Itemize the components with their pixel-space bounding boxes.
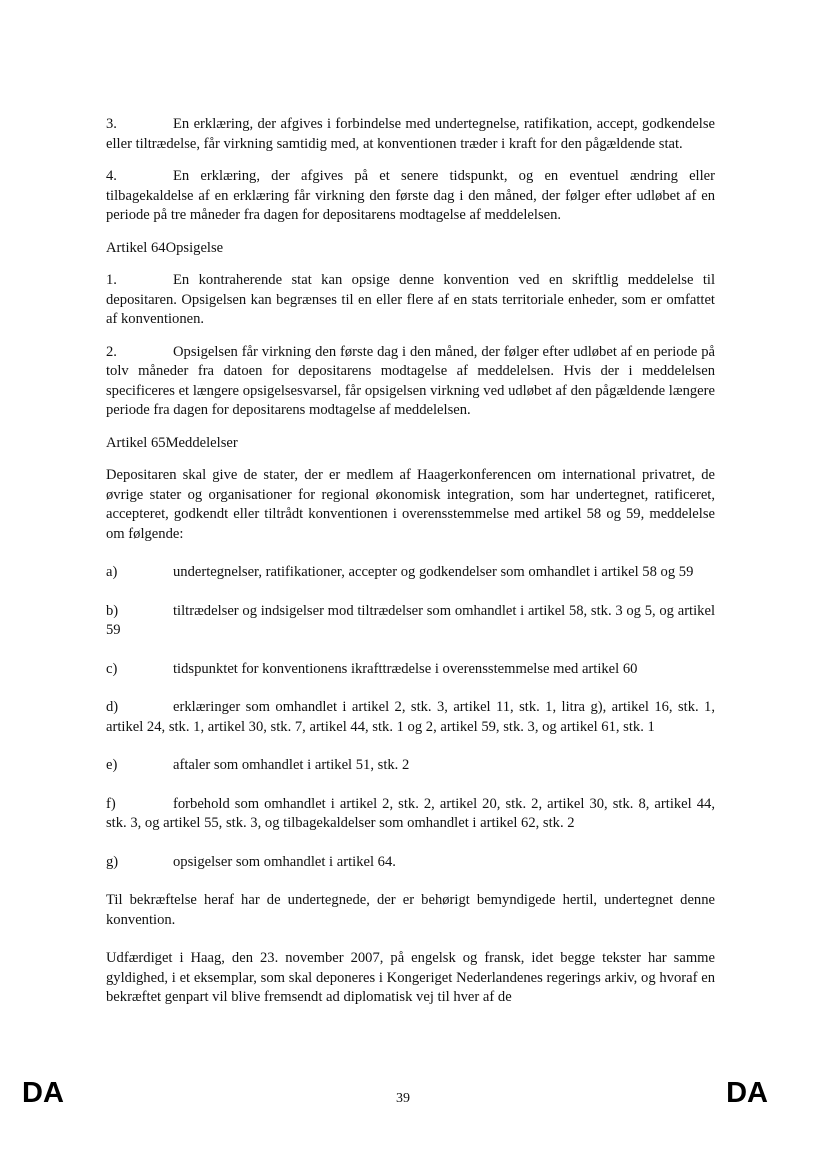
article-65-heading: Artikel 65Meddelelser [106, 434, 238, 451]
paragraph-4 [106, 167, 715, 226]
item-label: e) [106, 757, 118, 773]
closing-paragraph-1: Til bekræftelse heraf har de undertegnede, der er behørigt bemyndigede hertil, undertegnet denne konvention. [106, 892, 715, 928]
list-item-a [106, 563, 715, 583]
language-code-left: DA [22, 1077, 64, 1109]
item-label: g) [106, 853, 119, 870]
item-text: aftaler som omhandlet i artikel 51, stk. 2 [173, 757, 410, 773]
item-text: undertegnelser, ratifikationer, accepter og godkendelser som omhandlet i artikel 58 og 59 [173, 564, 694, 580]
list-item-g [106, 853, 715, 873]
list-item-b [106, 602, 715, 641]
paragraph-number: 2. [106, 343, 117, 360]
paragraph-text: En kontraherende stat kan opsige denne konvention ved en skriftlig meddelelse til depositaren. Opsigelsen kan begrænses til en eller flere af en stats territoriale enheder, som er omfattet af konventionen. [106, 272, 715, 327]
item-label: a) [106, 564, 118, 580]
list-item-d [106, 698, 715, 737]
article-64-paragraph-2 [106, 343, 715, 421]
item-label: d) [106, 699, 119, 715]
paragraph-number: 3. [106, 116, 117, 132]
paragraph-text: En erklæring, der afgives i forbindelse med undertegnelse, ratifikation, accept, godkendelse eller tiltrædelse, får virkning samtidig med, at konventionen træder i kraft for den pågældende stat. [106, 116, 715, 152]
paragraph-number: 1. [106, 272, 117, 288]
paragraph-text: Opsigelsen får virkning den første dag i den måned, der følger efter udløbet af en periode på tolv måneder fra datoen for depositarens modtagelse af meddelelsen. Hvis der i meddelelsen specificeres et længere opsigelsesvarsel, får opsigelsen virkning ved udløbet af den pågældende længere periode fra dagen for depositarens modtagelse af meddelelsen. [106, 343, 715, 418]
list-item-c [106, 660, 715, 680]
document-body [106, 115, 715, 1021]
item-text: forbehold som omhandlet i artikel 2, stk. 2, artikel 20, stk. 2, artikel 30, stk. 8, artikel 44, stk. 3, og artikel 55, stk. 3, og tilbagekaldelser som omhandlet i artikel 62, stk. 2 [106, 795, 715, 831]
list-item-f [106, 795, 715, 834]
item-label: f) [106, 795, 116, 812]
paragraph-number: 4. [106, 168, 117, 184]
paragraph-3 [106, 115, 715, 154]
page-number: 39 [396, 1091, 410, 1106]
closing-paragraph-2: Udfærdiget i Haag, den 23. november 2007, på engelsk og fransk, idet begge tekster har samme gyldighed, i et eksemplar, som skal deponeres i Kongeriget Nederlandenes regerings arkiv, og hvoraf en bekræftet genpart vil blive fremsendt ad diplomatisk vej til hver af de [106, 950, 715, 1005]
item-text: tidspunktet for konventionens ikrafttrædelse i overensstemmelse med artikel 60 [173, 660, 638, 677]
item-label: c) [106, 660, 118, 677]
paragraph-text: En erklæring, der afgives på et senere tidspunkt, og en eventuel ændring eller tilbagekaldelse af en erklæring får virkning den første dag i den måned, der følger efter udløbet af en periode på tre måneder fra dagen for depositarens modtagelse af meddelelsen. [106, 168, 715, 223]
article-64-heading: Artikel 64Opsigelse [106, 239, 224, 256]
article-65-intro: Depositaren skal give de stater, der er medlem af Haagerkonferencen om international privatret, de øvrige stater og organisationer for regional økonomisk integration, som har undertegnet, ratificeret, accepteret, godkendt eller tiltrådt konventionen i overensstemmelse med artikel 58 og 59, meddelelse om følgende: [106, 467, 715, 542]
item-label: b) [106, 602, 119, 619]
item-text: tiltrædelser og indsigelser mod tiltrædelser som omhandlet i artikel 58, stk. 3 og 5, og artikel 59 [106, 602, 715, 638]
item-text: opsigelser som omhandlet i artikel 64. [173, 853, 396, 870]
article-64-paragraph-1 [106, 271, 715, 330]
item-text: erklæringer som omhandlet i artikel 2, stk. 3, artikel 11, stk. 1, litra g), artikel 16, stk. 1, artikel 24, stk. 1, artikel 30, stk. 7, artikel 44, stk. 1 og 2, artikel 59, stk. 3, og artikel 61, stk. 1 [106, 699, 715, 735]
language-code-right: DA [726, 1077, 768, 1109]
list-item-e [106, 756, 715, 776]
